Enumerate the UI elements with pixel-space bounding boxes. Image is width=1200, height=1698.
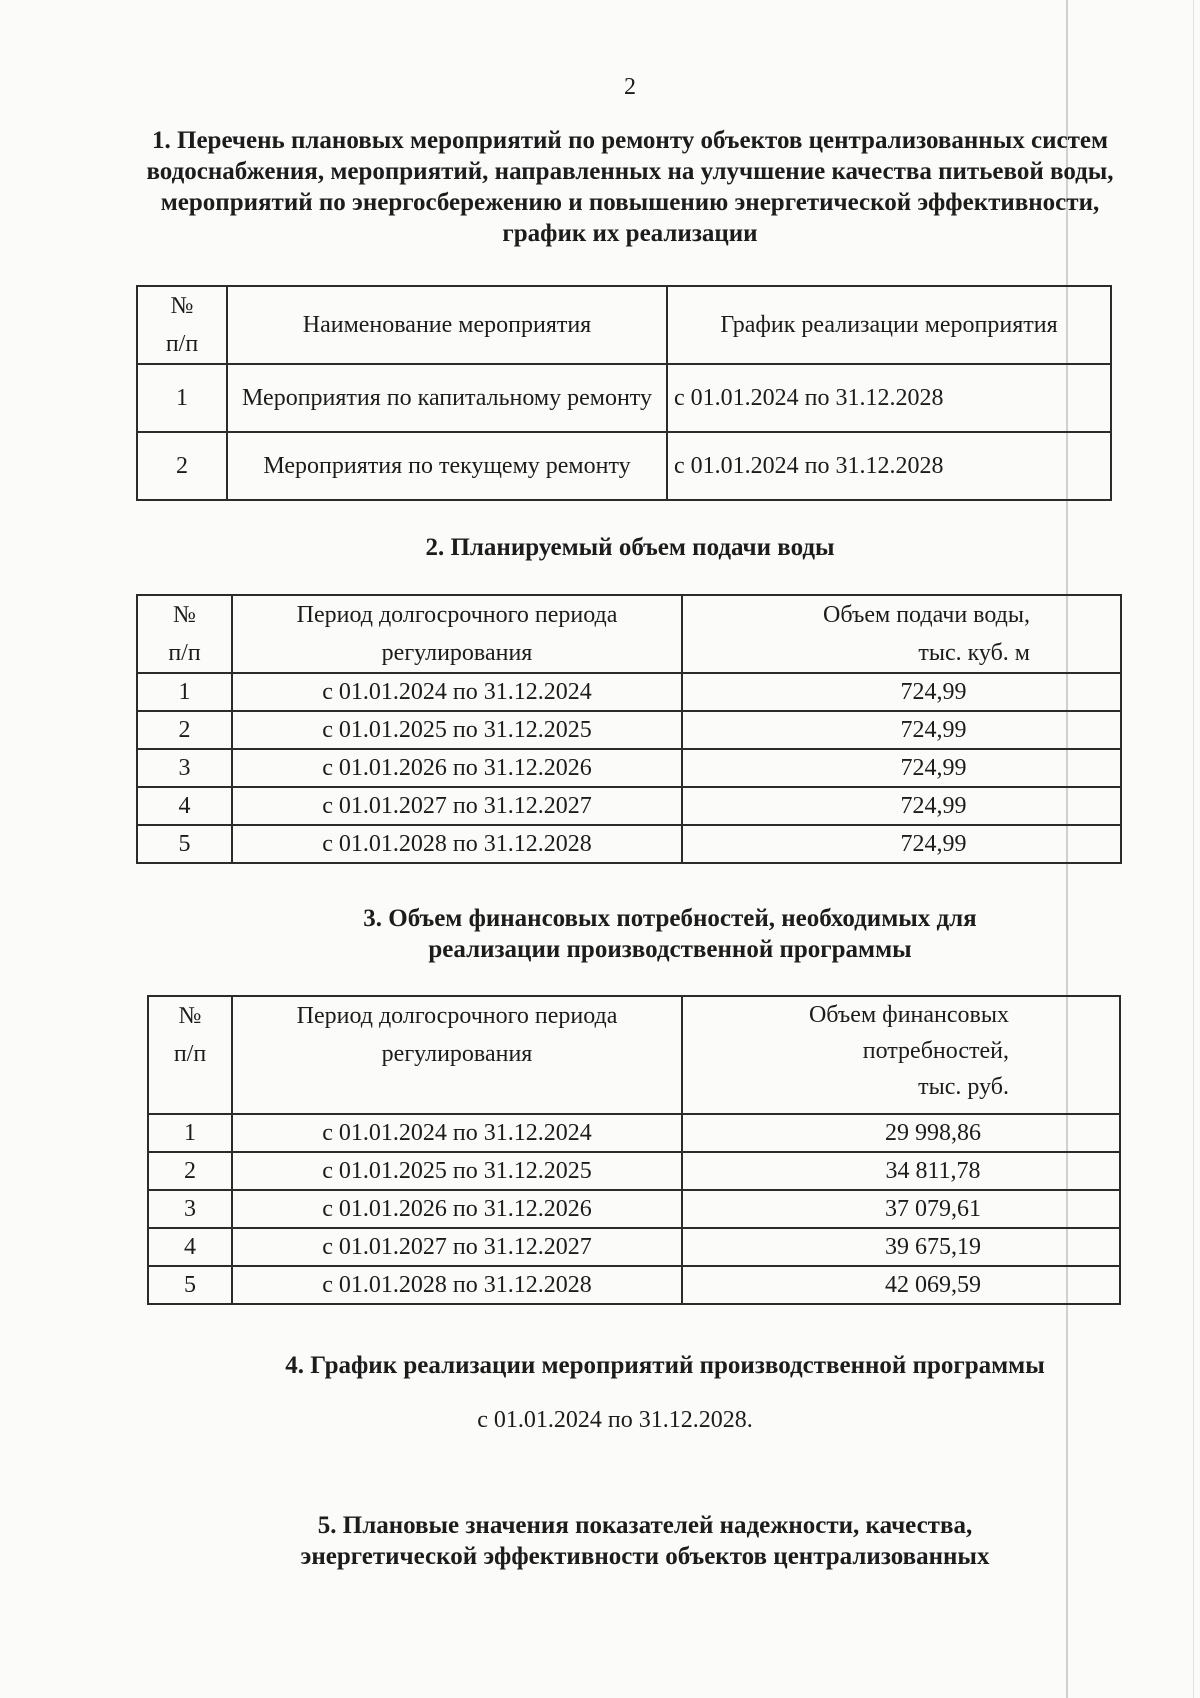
col-schedule-header: График реализации мероприятия <box>667 286 1111 364</box>
row-period: с 01.01.2028 по 31.12.2028 <box>232 825 682 863</box>
row-num: 3 <box>137 749 232 787</box>
row-schedule: с 01.01.2024 по 31.12.2028 <box>667 364 1111 432</box>
table-row <box>137 711 1121 749</box>
row-num: 4 <box>137 787 232 825</box>
row-amount: 37 079,61 <box>682 1190 1120 1228</box>
row-amount: 39 675,19 <box>682 1228 1120 1266</box>
row-num: 3 <box>148 1190 232 1228</box>
table-header-row <box>148 996 1120 1114</box>
row-period: с 01.01.2026 по 31.12.2026 <box>232 1190 682 1228</box>
num-abbrev: п/п <box>168 640 201 666</box>
table-row <box>137 787 1121 825</box>
table-header-row <box>137 286 1111 364</box>
row-amount: 29 998,86 <box>682 1114 1120 1152</box>
row-amount: 34 811,78 <box>682 1152 1120 1190</box>
row-amount: 42 069,59 <box>682 1266 1120 1304</box>
section3-title <box>300 903 1040 965</box>
num-sign: № <box>173 602 196 628</box>
amount-header-line1: Объем финансовых <box>808 1002 1009 1028</box>
section4-title: 4. График реализации мероприятий производственной программы <box>285 1352 1045 1379</box>
row-period: с 01.01.2028 по 31.12.2028 <box>232 1266 682 1304</box>
table-row <box>148 1152 1120 1190</box>
row-period: с 01.01.2024 по 31.12.2024 <box>232 1114 682 1152</box>
amount-header-line2: потребностей, <box>862 1038 1009 1064</box>
row-period: с 01.01.2025 по 31.12.2025 <box>232 1152 682 1190</box>
amount-header-line3: тыс. руб. <box>918 1074 1009 1100</box>
col-amount-header <box>682 996 1120 1114</box>
row-num: 5 <box>137 825 232 863</box>
col-num-header <box>137 286 227 364</box>
row-period: с 01.01.2027 по 31.12.2027 <box>232 1228 682 1266</box>
section4-period: с 01.01.2024 по 31.12.2028. <box>477 1407 753 1433</box>
table-row <box>148 1190 1120 1228</box>
row-name: Мероприятия по капитальному ремонту <box>227 364 667 432</box>
row-period: с 01.01.2024 по 31.12.2024 <box>232 673 682 711</box>
measures-table <box>136 285 1112 501</box>
row-num: 2 <box>137 432 227 500</box>
section5-title <box>230 1510 1060 1572</box>
row-period: с 01.01.2027 по 31.12.2027 <box>232 787 682 825</box>
section3-title-line2: реализации производственной программы <box>428 936 912 963</box>
water-volume-table <box>136 594 1122 864</box>
row-volume: 724,99 <box>682 825 1121 863</box>
num-abbrev: п/п <box>165 331 199 357</box>
col-period-header <box>232 595 682 673</box>
table-row <box>137 673 1121 711</box>
section3-title-line1: 3. Объем финансовых потребностей, необходимых для <box>363 905 977 932</box>
table-row <box>137 749 1121 787</box>
row-num: 1 <box>137 673 232 711</box>
row-name: Мероприятия по текущему ремонту <box>227 432 667 500</box>
table-row <box>137 432 1111 500</box>
table-row <box>148 1266 1120 1304</box>
row-num: 1 <box>148 1114 232 1152</box>
row-num: 5 <box>148 1266 232 1304</box>
section5-title-line2: энергетической эффективности объектов централизованных <box>300 1543 990 1570</box>
volume-header-line2: тыс. куб. м <box>918 640 1030 666</box>
row-period: с 01.01.2025 по 31.12.2025 <box>232 711 682 749</box>
row-num: 4 <box>148 1228 232 1266</box>
table-row <box>137 364 1111 432</box>
period-header-line2: регулирования <box>381 1041 533 1067</box>
financial-needs-table <box>147 995 1121 1305</box>
period-header-line1: Период долгосрочного периода <box>296 1003 618 1029</box>
col-num-header <box>137 595 232 673</box>
page-number: 2 <box>624 74 636 100</box>
section2-title: 2. Планируемый объем подачи воды <box>425 534 835 561</box>
row-period: с 01.01.2026 по 31.12.2026 <box>232 749 682 787</box>
sheet-edge-line <box>1193 0 1194 1698</box>
volume-header-line1: Объем подачи воды, <box>823 602 1030 628</box>
section5-title-line1: 5. Плановые значения показателей надежности, качества, <box>317 1512 973 1539</box>
table-row <box>148 1228 1120 1266</box>
row-volume: 724,99 <box>682 787 1121 825</box>
col-volume-header <box>682 595 1121 673</box>
row-num: 2 <box>148 1152 232 1190</box>
table-row <box>137 825 1121 863</box>
col-num-header <box>148 996 232 1114</box>
row-schedule: с 01.01.2024 по 31.12.2028 <box>667 432 1111 500</box>
section1-title: 1. Перечень плановых мероприятий по ремонту объектов централизованных систем водоснабжения, мероприятий, направленных на улучшение качества питьевой воды, мероприятий по энергосбережению и повышению энергетической эффективности, график их реализации <box>146 127 1114 247</box>
period-header-line1: Период долгосрочного периода <box>296 602 618 628</box>
num-sign: № <box>178 1003 202 1029</box>
row-volume: 724,99 <box>682 749 1121 787</box>
row-num: 2 <box>137 711 232 749</box>
table-row <box>148 1114 1120 1152</box>
num-sign: № <box>170 293 194 319</box>
num-abbrev: п/п <box>173 1041 207 1067</box>
period-header-line2: регулирования <box>381 640 533 666</box>
row-num: 1 <box>137 364 227 432</box>
row-volume: 724,99 <box>682 673 1121 711</box>
col-name-header: Наименование мероприятия <box>227 286 667 364</box>
col-period-header <box>232 996 682 1114</box>
row-volume: 724,99 <box>682 711 1121 749</box>
table-header-row <box>137 595 1121 673</box>
